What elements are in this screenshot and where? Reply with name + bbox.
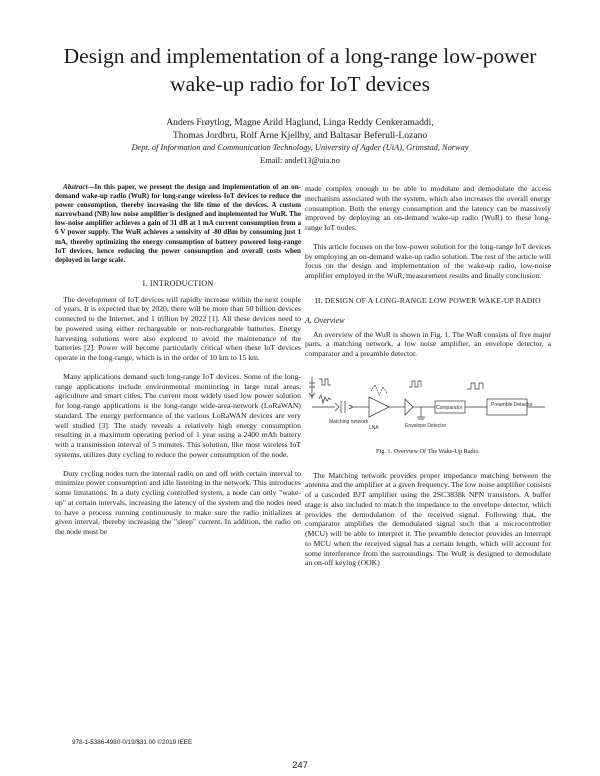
- section-heading-introduction: I. INTRODUCTION: [142, 278, 214, 288]
- antenna-icon: [309, 377, 331, 403]
- left-column: [55, 183, 301, 537]
- matching-network-block: [312, 401, 369, 413]
- paragraph: An overview of the WuR is shown in Fig. 1. The WuR consists of five major parts, a matching network, a low noise amplifier, an envelope detector, a comparator and a preamble detector.: [305, 329, 551, 358]
- paper-title: Design and implementation of a long-range low-power wake-up radio for IoT devices: [63, 44, 537, 96]
- abstract-text: —In this paper, we present the design and implementation of an on-demand wake-up radio (WuR) for long-range wireless IoT devices to reduce the power consumption, thereby increasing the life time of the devices. A custom narrowband (NB) low noise amplifier is designed and implemented for WuR. The low-noise amplifier achieves a gain of 31 dB at 1 mA current consumption from a 6 V power supply. The WuR achieves a sensivity of -80 dBm by consuming just 1 mA, thereby optimizing the energy consumption of battery powered long-range IoT devices, hence reducing the power consumption and overall costs when deployed in large scale.: [55, 183, 301, 264]
- section-heading-design: II. DESIGN OF A LONG-RANGE LOW POWER WAKE-UP RADIO: [315, 295, 541, 305]
- right-column: [305, 184, 551, 568]
- email: Email: andef13@uia.no: [260, 155, 340, 165]
- preamble-label: Preamble Detector: [491, 401, 533, 408]
- abstract-label: Abstract: [63, 183, 88, 191]
- paragraph: The development of IoT devices will rapidly increase within the next couple of years. It is expected that by 2020, there will be more than 50 billion devices connected to the Internet, and 1 trillion by 2022 [1]. All these devices need to be powered using either rechargeable or non-rechargeable batteries. Energy harvesting solutions were also explored to avoid the maintenance of the batteries [2]. Power will become particularly critical when these IoT devices operate in the long-range, which is in the order of 10 km to 15 km.: [55, 294, 301, 363]
- paragraph: Many applications demand such long-range IoT devices. Some of the long-range applications include environmental monitoring in large rural areas, agriculture and smart cities. The current most widely used low power solution for long-range applications is the long-range wide-area-network (LoRaWAN) standard. The energy performance of the various LoRaWAN devices are very well studied [3]. The study reveals a relatively high energy consumption resulting in a maximum operating period of 1 year using a 2400 mAh battery with a transmission interval of 5 minutes. This solution, like most wireless IoT systems, utilizes duty cycling to reduce the power consumption of the node.: [55, 371, 301, 459]
- paragraph: Duty cycling nodes turn the internal radio on and off with certain interval to minimize power consumption and idle listening in the network. This introduces some limitations. In a duty cycling controlled system, a node can only "wake-up" at certain intervals, increasing the latency of the system and the nodes need to have a process running continuously to make sure the radio initializes at given interval, thereby increasing the "sleep" current. In addition, the radio on the node must be: [55, 468, 301, 537]
- paragraph: The Matching network provides proper impedance matching between the antenna and the amplifier at a given frequency. The low noise amplifier consists of a cascoded BJT amplifier using the 2SC3838k NPN transistors. A buffer stage is also included to match the impedance to the envelope detector, which provides the demodulation of the received signal. Following that, the comparator amplifies the demodulated signal such that a microcontroller (MCU) will be able to interpret it. The preamble detector provides an interrupt to MCU when the received signal has a certain length, which will account for some interference from the surroundings. The WuR is designed to demodulate an on-off keying (OOK): [305, 470, 551, 568]
- figure-caption: Fig. 1. Overview Of The Wake-Up Radio.: [376, 447, 480, 455]
- affiliation: Dept. of Information and Communication Technology, University of Agder (UiA), Grimstad, Norway: [131, 143, 469, 152]
- figure-1: [305, 369, 551, 441]
- paragraph: This article focuses on the low-power solution for the long-range IoT devices by employing an on-demand wake-up radio solution. The rest of the article will focus on the design and implementation of the wake-up radio, low-noise amplifier employed in the WuR, measurement results and finally conclusion.: [305, 241, 551, 280]
- abstract: [55, 183, 301, 265]
- envelope-label: Envelope Detector: [405, 422, 447, 429]
- lna-label: LNA: [369, 424, 379, 431]
- page-number: 247: [292, 760, 308, 771]
- block-diagram: [305, 369, 551, 441]
- lna-block: [369, 385, 405, 417]
- authors-line-1: Anders Frøytlog, Magne Arild Haglund, Linga Reddy Cenkeramaddi,: [166, 117, 434, 128]
- authors-line-2: Thomas Jordbru, Rolf Arne Kjellby, and Baltasar Beferull-Lozano: [172, 129, 428, 141]
- envelope-detector-block: [405, 381, 427, 419]
- copyright-notice: 978-1-5386-4980-0/19/$31.00 ©2019 IEEE: [72, 739, 193, 746]
- matching-label: Matching network: [329, 418, 369, 425]
- author-block: [40, 117, 560, 167]
- paragraph: made complex enough to be able to modulate and demodulate the access mechanism associated with the system, which also increases the overall energy consumption. Both the energy consumption and the latency can be massively improved by deploying an on-demand wake-up radio (WuR) to these long-range IoT nodes.: [305, 184, 551, 232]
- subsection-heading-overview: A. Overview: [305, 315, 345, 325]
- comparator-label: Comparator: [436, 404, 463, 411]
